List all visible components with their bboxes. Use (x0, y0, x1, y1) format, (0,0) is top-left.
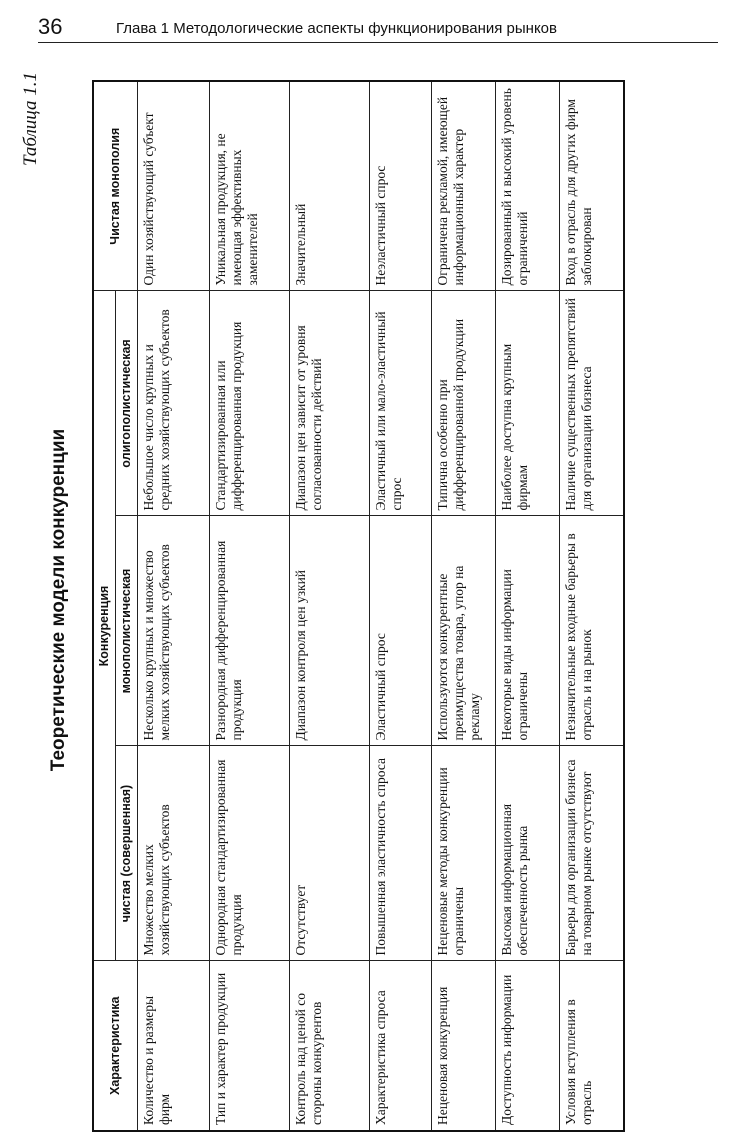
cell-pure-perfect: Барьеры для организации бизнеса на товарном рынке отсутствуют (560, 746, 624, 961)
cell-monopolistic: Используются конкурентные преимущества товара, упор на рекламу (432, 516, 496, 746)
cell-oligopolistic: Типична особенно при дифференцированной продукции (432, 291, 496, 516)
table-row (138, 81, 210, 1131)
cell-pure-monopoly: Значительный (290, 81, 370, 291)
cell-pure-monopoly: Один хозяйствующий субъект (138, 81, 210, 291)
row-characteristic: Доступность информации (496, 961, 560, 1131)
cell-pure-monopoly: Уникальная продукция, не имеющая эффективных заменителей (210, 81, 290, 291)
cell-monopolistic: Разнородная дифференцированная продукция (210, 516, 290, 746)
row-characteristic: Условия вступления в отрасль (560, 961, 624, 1131)
page-header (38, 10, 718, 43)
cell-pure-monopoly: Дозированный и высокий уровень ограничений (496, 81, 560, 291)
table-row (496, 81, 560, 1131)
table-row (290, 81, 370, 1131)
cell-oligopolistic: Наиболее доступна крупным фирмам (496, 291, 560, 516)
page-number: 36 (38, 14, 63, 39)
row-characteristic: Количество и размеры фирм (138, 961, 210, 1131)
cell-pure-perfect: Высокая информационная обеспеченность рынка (496, 746, 560, 961)
cell-pure-monopoly: Неэластичный спрос (370, 81, 432, 291)
table-title: Теоретические модели конкуренции (48, 428, 69, 772)
cell-monopolistic: Диапазон контроля цен узкий (290, 516, 370, 746)
cell-pure-perfect: Неценовые методы конкуренции ограничены (432, 746, 496, 961)
cell-pure-monopoly: Вход в отрасль для других фирм заблокирован (560, 81, 624, 291)
row-characteristic: Тип и характер продукции (210, 961, 290, 1131)
table-row (560, 81, 624, 1131)
cell-oligopolistic: Стандартизированная или дифференцированная продукция (210, 291, 290, 516)
cell-monopolistic: Эластичный спрос (370, 516, 432, 746)
cell-pure-perfect: Множество мелких хозяйствующих субъектов (138, 746, 210, 961)
cell-monopolistic: Некоторые виды информации ограничены (496, 516, 560, 746)
table-label: Таблица 1.1 (20, 72, 41, 166)
cell-pure-monopoly: Ограничена рекламой, имеющей информационный характер (432, 81, 496, 291)
header-pure-perfect: чистая (совершенная) (116, 746, 138, 961)
cell-oligopolistic: Небольшое число крупных и средних хозяйствующих субъектов (138, 291, 210, 516)
header-characteristic: Характеристика (93, 961, 138, 1131)
cell-pure-perfect: Повышенная эластичность спроса (370, 746, 432, 961)
cell-pure-perfect: Однородная стандартизированная продукция (210, 746, 290, 961)
row-characteristic: Неценовая конкуренция (432, 961, 496, 1131)
cell-pure-perfect: Отсутствует (290, 746, 370, 961)
header-oligopolistic: олигополистическая (116, 291, 138, 516)
table-row (370, 81, 432, 1131)
cell-monopolistic: Незначительные входные барьеры в отрасль и на рынок (560, 516, 624, 746)
row-characteristic: Характеристика спроса (370, 961, 432, 1131)
running-title: Глава 1 Методологические аспекты функционирования рынков (116, 20, 557, 37)
header-monopolistic: монополистическая (116, 516, 138, 746)
row-characteristic: Контроль над ценой со стороны конкурентов (290, 961, 370, 1131)
header-competition: Конкуренция (93, 291, 116, 961)
cell-oligopolistic: Диапазон цен зависит от уровня согласованности действий (290, 291, 370, 516)
rotated-table-page (20, 60, 710, 1140)
cell-monopolistic: Несколько крупных и множество мелких хозяйствующих субъектов (138, 516, 210, 746)
header-pure-monopoly: Чистая монополия (93, 81, 138, 291)
cell-oligopolistic: Эластичный или мало-эластичный спрос (370, 291, 432, 516)
table-row (210, 81, 290, 1131)
header-row-1 (93, 81, 116, 1131)
table-row (432, 81, 496, 1131)
competition-models-table (92, 80, 625, 1132)
cell-oligopolistic: Наличие существенных препятствий для организации бизнеса (560, 291, 624, 516)
